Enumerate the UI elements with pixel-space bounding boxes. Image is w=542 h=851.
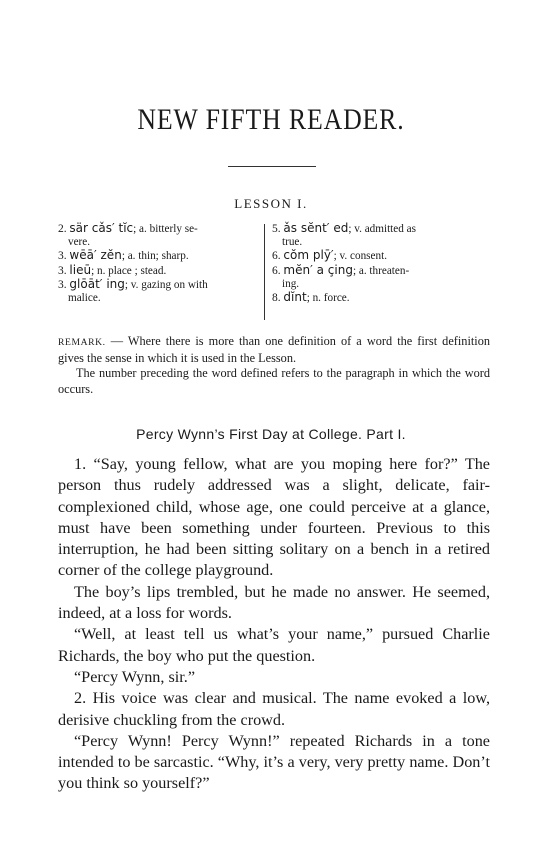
entry-number: 3. bbox=[58, 264, 67, 277]
vocabulary-column-left bbox=[58, 222, 263, 305]
entry-number: 5. bbox=[272, 223, 281, 235]
entry-definition: ; n. force. bbox=[306, 292, 350, 305]
entry-definition: ; a. thin; sharp. bbox=[121, 250, 189, 263]
entry-definition-continued: true. bbox=[282, 236, 303, 249]
entry-definition: ; n. place ; stead. bbox=[91, 264, 167, 277]
entry-definition-continued: malice. bbox=[68, 292, 101, 305]
entry-definition: ; v. consent. bbox=[333, 250, 387, 263]
remark-paragraph-2: The number preceding the word defined refers to the paragraph in which the word occurs. bbox=[58, 366, 490, 396]
entry-word: cŏm plȳ′ bbox=[283, 248, 334, 263]
entry-definition-continued: vere. bbox=[68, 236, 91, 249]
entry-word: glōāt′ ing bbox=[69, 276, 125, 291]
entry-definition-continued: ing. bbox=[282, 277, 300, 290]
entry-definition: ; v. gazing on with bbox=[124, 278, 208, 291]
remark-label: REMARK. bbox=[58, 337, 106, 348]
entry-definition: ; a. threaten- bbox=[352, 264, 410, 277]
story-paragraph: 1. “Say, young fellow, what are you moping here for?” The person thus rudely addressed was a slight, delicate, fair-complexioned child, whose age, one could perceive at a glance, must have been something under fourteen. Previous to this interruption, he had been sitting solitary on a bench in a retired corner of the college playground. bbox=[58, 455, 490, 580]
vocabulary-entry bbox=[272, 222, 490, 249]
vocabulary-column-divider bbox=[264, 224, 265, 320]
story-paragraph: “Well, at least tell us what’s your name,” pursued Charlie Richards, the boy who put the question. bbox=[58, 625, 490, 665]
entry-word: mĕn′ a çing bbox=[283, 262, 353, 277]
entry-number: 3. bbox=[58, 250, 67, 263]
vocabulary-entry bbox=[58, 278, 263, 305]
story-text bbox=[58, 454, 490, 795]
entry-number: 2. bbox=[58, 223, 67, 235]
entry-definition: ; v. admitted as bbox=[348, 223, 416, 235]
entry-word: lieū bbox=[69, 262, 92, 277]
entry-number: 8. bbox=[272, 292, 281, 305]
remark-paragraph bbox=[58, 334, 490, 366]
title-divider bbox=[228, 166, 316, 167]
story-paragraph: “Percy Wynn! Percy Wynn!” repeated Richards in a tone intended to be sarcastic. “Why, it’s a very, very pretty name. Don’t you think so yourself?” bbox=[58, 731, 490, 793]
vocabulary-entry bbox=[272, 264, 490, 291]
vocabulary-entry bbox=[272, 291, 490, 305]
remark-text: — Where there is more than one definition of a word the first definition gives the sense in which it is used in the Lesson. bbox=[58, 334, 490, 365]
entry-number: 3. bbox=[58, 278, 67, 291]
entry-number: 6. bbox=[272, 264, 281, 277]
story-title: Percy Wynn’s First Day at College. Part I. bbox=[136, 426, 406, 442]
story-paragraph: 2. His voice was clear and musical. The name evoked a low, derisive chuckling from the crowd. bbox=[58, 689, 490, 729]
vocabulary-list bbox=[58, 222, 490, 322]
entry-number: 6. bbox=[272, 250, 281, 263]
vocabulary-entry bbox=[272, 249, 490, 263]
entry-word: dĭnt bbox=[283, 290, 307, 305]
entry-definition: ; a. bitterly se- bbox=[133, 223, 198, 235]
entry-word: wēā′ zĕn bbox=[69, 248, 122, 263]
book-title: NEW FIFTH READER. bbox=[137, 103, 405, 136]
vocabulary-entry bbox=[58, 249, 263, 263]
entry-word: sär cǎs′ tĭc bbox=[69, 221, 134, 235]
story-paragraph: “Percy Wynn, sir.” bbox=[74, 667, 196, 686]
lesson-heading: LESSON I. bbox=[234, 196, 308, 211]
vocabulary-column-right bbox=[272, 222, 490, 305]
story-paragraph: The boy’s lips trembled, but he made no answer. He seemed, indeed, at a loss for words. bbox=[58, 582, 490, 623]
vocabulary-entry bbox=[58, 222, 263, 249]
vocabulary-entry bbox=[58, 264, 263, 278]
remark-note bbox=[58, 334, 490, 397]
entry-word: ǎs sĕnt′ ed bbox=[283, 221, 349, 235]
